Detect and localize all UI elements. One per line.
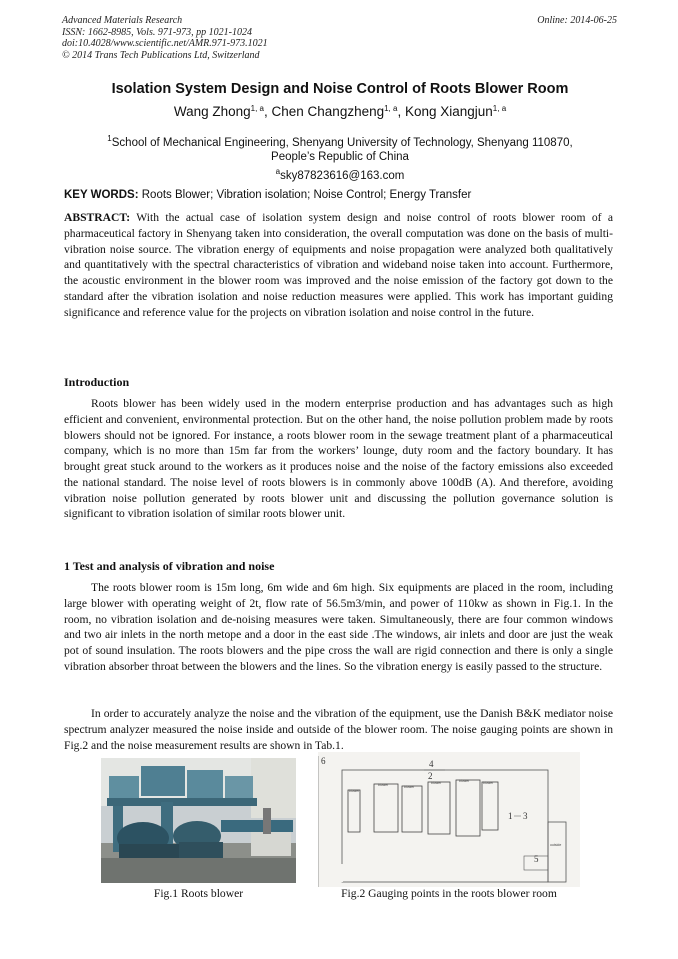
email-superscript: a: [275, 167, 281, 176]
equipment-label: blower: [378, 783, 389, 787]
abstract-label: ABSTRACT:: [64, 211, 131, 224]
affiliation: [60, 132, 620, 164]
journal-name: Advanced Materials Research: [62, 15, 183, 26]
equipment-label: blower: [459, 779, 470, 783]
section-heading-1: 1 Test and analysis of vibration and noise: [64, 559, 275, 573]
figure-1-caption: Fig.1 Roots blower: [153, 887, 244, 900]
journal-doi: doi:10.4028/www.scientific.net/AMR.971-973.1021: [62, 38, 268, 49]
keywords-label: KEY WORDS:: [64, 189, 139, 201]
gauging-point-6: 6: [321, 756, 326, 766]
journal-copyright: © 2014 Trans Tech Publications Ltd, Switzerland: [62, 49, 260, 61]
section-heading-introduction: Introduction: [64, 375, 130, 389]
gauging-point-4: 4: [429, 759, 434, 769]
equipment-label: blower: [483, 781, 494, 785]
email: [60, 167, 620, 182]
figure-2-caption: Fig.2 Gauging points in the roots blower room: [341, 887, 557, 900]
keywords: [64, 189, 616, 201]
equipment-label: blower: [431, 781, 442, 785]
abstract: [64, 210, 613, 320]
author-name: Chen Changzheng: [271, 104, 385, 119]
gauging-point-2: 2: [428, 771, 433, 781]
gauging-point-3: 3: [523, 811, 528, 821]
journal-header: [62, 15, 617, 61]
equipment-label: blower: [404, 785, 415, 789]
outside-room-label: outside: [550, 843, 562, 847]
equipment-label: blower: [349, 789, 360, 793]
journal-issn: ISSN: 1662-8985, Vols. 971-973, pp 1021-1024: [62, 26, 252, 38]
introduction-paragraph: Roots blower has been widely used in the modern enterprise production and has advantages such as high efficient and convenient, environmental protection. But on the other hand, the noise pollution problem made by roots blowers should not be ignored. For instance, a roots blower room in the sewage treatment plant of a pharmaceutical company, which is no more than 15m far from the workers’ lounge, duty room and the factory boundary. It has brought great stuck around to the workers as it produces noise and the noise of the factory emissions also exceeded the national standard. The noise level of roots blowers is in commonly above 100dB (A). And therefore, avoiding vibration noise pollution generated by roots blower unit and discussing the pollution governance solution is significant to vibration isolation of similar roots blower unit.: [64, 397, 613, 521]
online-date: Online: 2014-06-25: [537, 15, 617, 26]
abstract-text: With the actual case of isolation system design and noise control of roots blower room of a pharmaceutical factory in Shenyang taken into consideration, the overall computation was done on the basis of multi-vibration noise source. The vibration energy of equipments and noise propagation were analyzed both qualitatively and quantitatively with the spectral characteristics of vibration and wideband noise taken into account. Furthermore, the acoustic environment in the blower room was improved and the noise emission of the factory got down to the standard after the vibration isolation and noise reduction measures were applied. This work has important guiding significance and reference value for the projects on vibration isolation and noise control in the future.: [64, 211, 613, 319]
author-name: Kong Xiangjun: [404, 104, 493, 119]
paper-title: Isolation System Design and Noise Control of Roots Blower Room: [111, 81, 569, 97]
roots-blower-photo: [101, 758, 296, 883]
author-superscript: 1, a: [250, 104, 264, 113]
affiliation-line: People’s Republic of China: [271, 151, 409, 163]
email-address: sky87823616@163.com: [280, 170, 405, 182]
author-superscript: 1, a: [492, 104, 507, 113]
section1-paragraph-2: In order to accurately analyze the noise and the vibration of the equipment, use the Danish B&K mediator noise spectrum analyzer measured the noise inside and outside of the blower room. The noise gauging points are shown in Fig.2 and the noise measurement results are shown in Tab.1.: [64, 707, 613, 752]
author-superscript: 1, a: [384, 104, 398, 113]
gauging-point-5: 5: [534, 854, 539, 864]
gauging-point-1: 1: [508, 811, 513, 821]
section1-paragraph-1: The roots blower room is 15m long, 6m wide and 6m high. Six equipments are placed in the room, including large blower with operating weight of 2t, flow rate of 56.5m3/min, and power of 110kw as shown in Fig.1. In the room, no vibration isolation and de-noising measures were taken. Simultaneously, there are four common windows and two air inlets in the north metope and a door in the east side .The windows, air inlets and door are just the weak pot of sound insulation. The roots blowers and the pipe cross the wall are rigid connection and there is only a single vibration absorber throat between the blowers and the lines. So the vibration energy is easily passed to the structure.: [64, 581, 613, 673]
author-name: Wang Zhong: [173, 104, 251, 119]
keywords-text: Roots Blower; Vibration isolation; Noise Control; Energy Transfer: [138, 189, 472, 201]
affiliation-superscript: 1: [107, 134, 112, 143]
author-list: Wang Zhong$^{1, a}$, Chen Changzheng$^{1, a}$, Kong Xiangjun$^{1, a}$: [173, 104, 507, 119]
gauging-points-diagram: [318, 752, 580, 887]
affiliation-line: School of Mechanical Engineering, Shenyang University of Technology, Shenyang 110870,: [111, 137, 573, 149]
